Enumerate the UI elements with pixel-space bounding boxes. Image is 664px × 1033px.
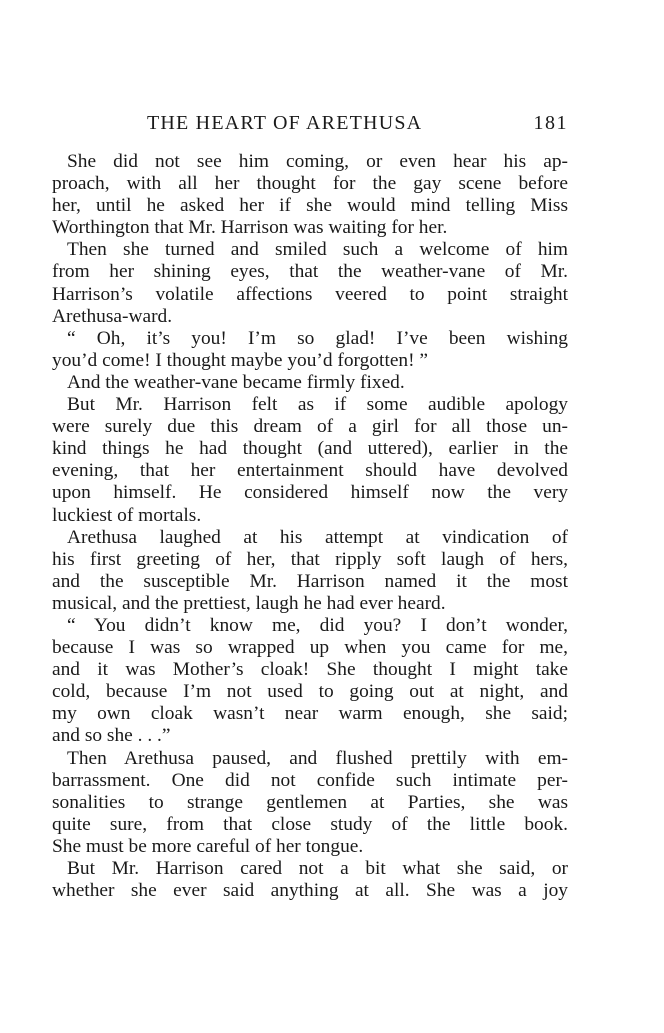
text-line: and the susceptible Mr. Harrison named it the most [52, 570, 568, 592]
text-line: “ Oh, it’s you! I’m so glad! I’ve been wishing [67, 327, 568, 349]
text-line: luckiest of mortals. [52, 504, 202, 526]
text-line: from her shining eyes, that the weather-vane of Mr. [52, 261, 568, 283]
text-line: And the weather-vane became firmly fixed. [67, 371, 405, 393]
text-line: were surely due this dream of a girl for all those un- [52, 416, 568, 438]
text-line: quite sure, from that close study of the little book. [52, 813, 568, 835]
text-line: Arethusa-ward. [52, 305, 173, 327]
text-line: Then Arethusa paused, and flushed prettily with em- [67, 747, 568, 769]
text-line: her, until he asked her if she would mind telling Miss [52, 195, 568, 217]
text-line: and so she . . .” [52, 725, 171, 747]
text-line: She did not see him coming, or even hear his ap- [67, 151, 568, 172]
running-title: THE HEART OF ARETHUSA [147, 112, 423, 134]
text-line: But Mr. Harrison felt as if some audible apology [67, 394, 568, 416]
text-line: and it was Mother’s cloak! She thought I might take [52, 659, 568, 681]
text-line: Arethusa laughed at his attempt at vindication of [67, 526, 568, 548]
text-line: upon himself. He considered himself now the very [52, 482, 568, 504]
running-head [52, 112, 570, 142]
body-text [52, 151, 568, 902]
text-line: proach, with all her thought for the gay scene before [52, 173, 568, 195]
text-line: his first greeting of her, that ripply soft laugh of hers, [52, 548, 568, 570]
text-line: whether she ever said anything at all. She was a joy [52, 880, 568, 902]
text-line: my own cloak wasn’t near warm enough, she said; [52, 703, 568, 725]
text-line: Worthington that Mr. Harrison was waiting for her. [52, 217, 448, 239]
text-line: you’d come! I thought maybe you’d forgotten! ” [52, 349, 429, 371]
text-line: sonalities to strange gentlemen at Parties, she was [52, 791, 568, 813]
text-line: Then she turned and smiled such a welcome of him [67, 239, 568, 261]
text-line: Harrison’s volatile affections veered to point straight [52, 283, 568, 305]
page-number: 181 [533, 112, 568, 134]
text-line: barrassment. One did not confide such intimate per- [52, 769, 568, 791]
text-line: “ You didn’t know me, did you? I don’t wonder, [67, 614, 568, 636]
text-line: musical, and the prettiest, laugh he had ever heard. [52, 592, 446, 614]
text-line: kind things he had thought (and uttered), earlier in the [52, 438, 568, 460]
text-line: evening, that her entertainment should have devolved [52, 460, 568, 482]
text-line: cold, because I’m not used to going out at night, and [52, 681, 568, 703]
text-line: because I was so wrapped up when you came for me, [52, 637, 568, 659]
text-line: But Mr. Harrison cared not a bit what she said, or [67, 858, 568, 879]
text-line: She must be more careful of her tongue. [52, 835, 364, 857]
